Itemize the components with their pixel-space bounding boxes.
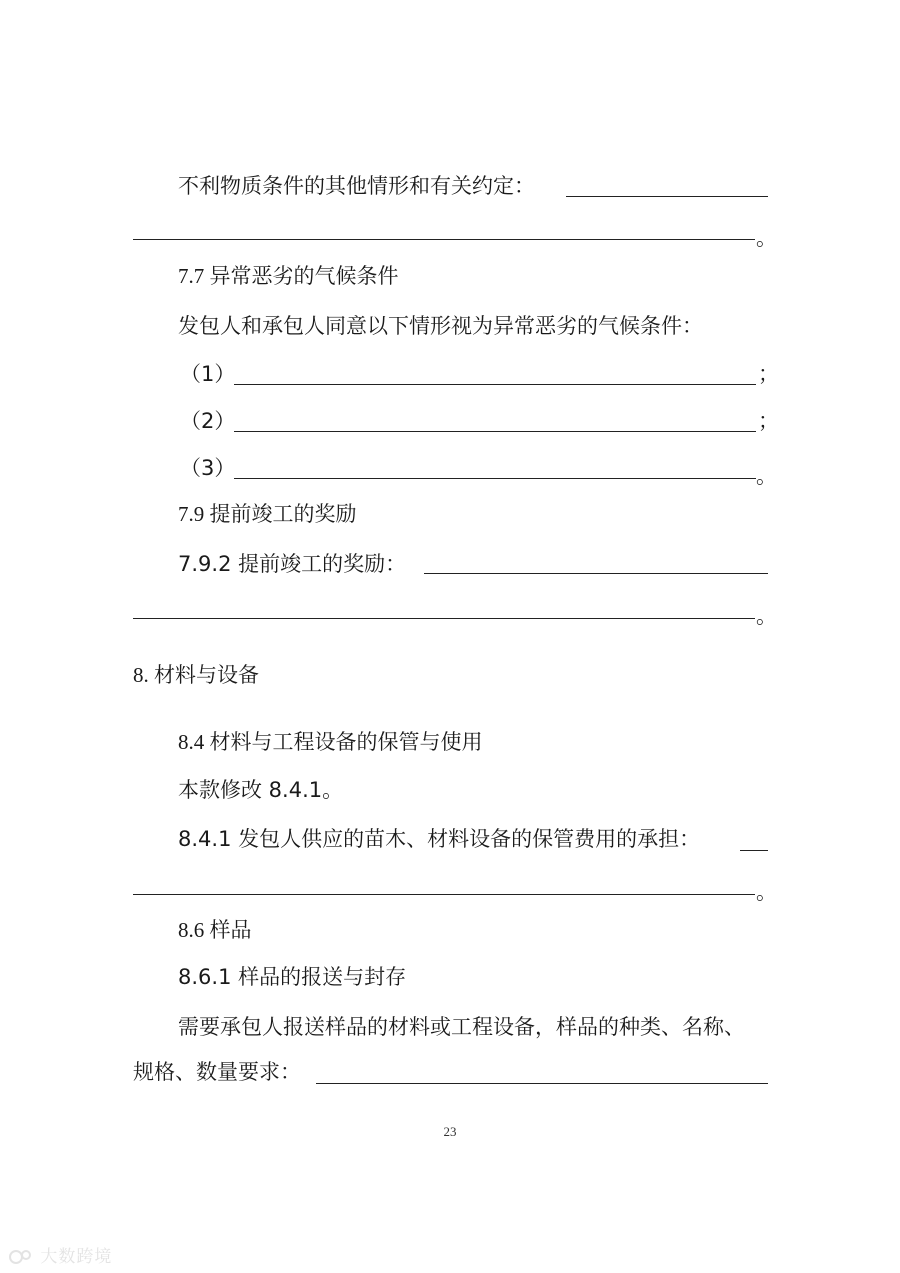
section-heading-7-9: 7.9 提前竣工的奖励 bbox=[178, 502, 357, 526]
semicolon-mark: ； bbox=[758, 409, 779, 433]
chapter-heading-8: 8. 材料与设备 bbox=[133, 663, 259, 687]
fill-in-blank[interactable] bbox=[234, 384, 756, 385]
clause-text-sample-spec: 规格、数量要求： bbox=[133, 1060, 301, 1084]
fill-in-blank[interactable] bbox=[566, 196, 768, 197]
fill-in-blank[interactable] bbox=[133, 618, 755, 619]
clause-text-amendment: 本款修改 8.4.1。 bbox=[178, 778, 344, 802]
fill-in-blank[interactable] bbox=[234, 431, 756, 432]
clause-text-weather-conditions: 发包人和承包人同意以下情形视为异常恶劣的气候条件： bbox=[178, 314, 703, 338]
period-mark: 。 bbox=[756, 464, 777, 488]
item-number-2: （2） bbox=[180, 409, 236, 433]
period-mark: 。 bbox=[756, 226, 777, 250]
period-mark: 。 bbox=[756, 880, 777, 904]
section-heading-8-4: 8.4 材料与工程设备的保管与使用 bbox=[178, 730, 483, 754]
fill-in-blank[interactable] bbox=[424, 573, 768, 574]
page-number: 23 bbox=[443, 1124, 457, 1139]
watermark-text: 大数跨境 bbox=[40, 1247, 113, 1267]
fill-in-blank[interactable] bbox=[316, 1083, 768, 1084]
item-number-1: （1） bbox=[180, 362, 236, 386]
item-number-3: （3） bbox=[180, 456, 236, 480]
watermark bbox=[8, 1242, 112, 1267]
semicolon-mark: ； bbox=[758, 362, 779, 386]
fill-in-blank[interactable] bbox=[133, 894, 755, 895]
clause-text-samples: 需要承包人报送样品的材料或工程设备，样品的种类、名称、 bbox=[178, 1015, 745, 1039]
clause-text-early-completion: 7.9.2 提前竣工的奖励： bbox=[178, 552, 407, 576]
section-heading-8-6: 8.6 样品 bbox=[178, 918, 252, 942]
clause-heading-8-6-1: 8.6.1 样品的报送与封存 bbox=[178, 965, 407, 989]
fill-in-blank[interactable] bbox=[740, 850, 768, 851]
clause-text-storage-costs: 8.4.1 发包人供应的苗木、材料设备的保管费用的承担： bbox=[178, 827, 701, 851]
fill-in-blank[interactable] bbox=[133, 239, 755, 240]
clause-text-adverse-conditions: 不利物质条件的其他情形和有关约定： bbox=[178, 174, 535, 198]
period-mark: 。 bbox=[756, 604, 777, 628]
fill-in-blank[interactable] bbox=[234, 478, 756, 479]
watermark-logo-icon bbox=[8, 1247, 34, 1267]
section-heading-7-7: 7.7 异常恶劣的气候条件 bbox=[178, 264, 399, 288]
